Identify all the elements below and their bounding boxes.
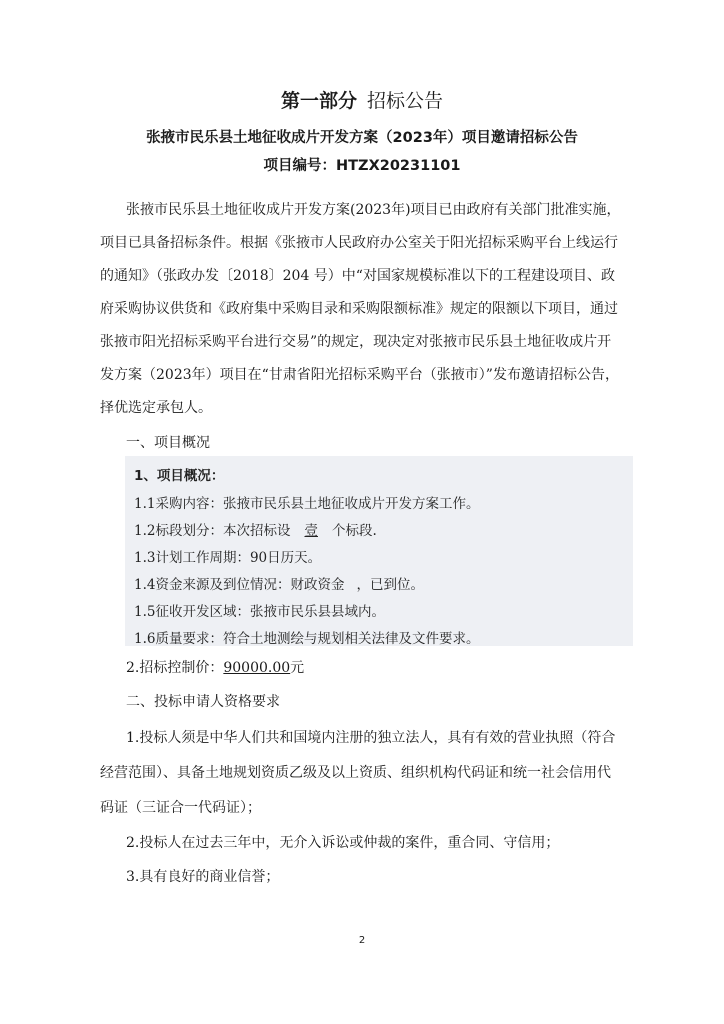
overview-box-heading: 1、项目概况： <box>134 468 225 484</box>
intro-line: 张掖市阳光招标采购平台进行交易”的规定，现决定对张掖市民乐县土地征收成片开 <box>100 334 612 350</box>
title-text: 招标公告 <box>367 90 444 112</box>
intro-line: 择优选定承包人。 <box>100 400 212 416</box>
page-title <box>0 86 724 113</box>
item4-prefix: 1.4资金来源及到位情况：财政资金 <box>134 577 345 593</box>
overview-item <box>134 573 424 593</box>
announcement-subtitle: 张掖市民乐县土地征收成片开发方案（2023年）项目邀请招标公告 <box>146 130 578 146</box>
intro-line: 的通知》（张政办发〔2018〕204 号）中“对国家规模标准以下的工程建设项目、政 <box>100 268 615 284</box>
intro-line: 发方案（2023年）项目在“甘肃省阳光招标采购平台（张掖市）”发布邀请招标公告， <box>100 367 619 383</box>
item2-suffix: 个标段. <box>331 523 377 539</box>
section2-heading: 二、投标申请人资格要求 <box>126 694 280 710</box>
requirement-line: 经营范围）、具备土地规划资质乙级及以上资质、组织机构代码证和统一社会信用代 <box>100 765 611 781</box>
overview-item <box>134 519 377 539</box>
control-price-value: 90000.00 <box>223 660 291 676</box>
page-number: 2 <box>358 935 366 946</box>
control-price-unit: 元 <box>290 660 305 676</box>
control-price <box>126 657 304 677</box>
item4-suffix: ，已到位。 <box>356 577 424 593</box>
intro-line: 府采购协议供货和《政府集中采购目录和采购限额标准》规定的限额以下项目，通过 <box>100 301 618 317</box>
section-count: 壹 <box>304 523 318 539</box>
overview-item: 1.1采购内容：张掖市民乐县土地征收成片开发方案工作。 <box>134 496 480 512</box>
project-number: 项目编号：HTZX20231101 <box>263 158 461 174</box>
intro-line: 项目已具备招标条件。根据《张掖市人民政府办公室关于阳光招标采购平台上线运行 <box>100 235 618 251</box>
item2-prefix: 1.2标段划分：本次招标设 <box>134 523 291 539</box>
overview-item: 1.6质量要求：符合土地测绘与规划相关法律及文件要求。 <box>134 631 480 647</box>
part-label: 第一部分 <box>280 90 357 112</box>
requirement-line: 码证（三证合一代码证）； <box>100 800 261 816</box>
requirement-line: 3.具有良好的商业信誉； <box>126 869 280 885</box>
intro-line: 张掖市民乐县土地征收成片开发方案(2023年)项目已由政府有关部门批准实施， <box>126 202 621 218</box>
overview-item: 1.5征收开发区域：张掖市民乐县县域内。 <box>134 604 385 620</box>
requirement-line: 1.投标人须是中华人们共和国境内注册的独立法人，具有有效的营业执照（符合 <box>126 730 616 746</box>
section1-heading: 一、项目概况 <box>126 435 210 451</box>
requirement-line: 2.投标人在过去三年中，无介入诉讼或仲裁的案件，重合同、守信用； <box>126 835 560 851</box>
overview-item: 1.3计划工作周期：90日历天。 <box>134 550 322 566</box>
control-price-label: 2.招标控制价： <box>126 660 224 676</box>
